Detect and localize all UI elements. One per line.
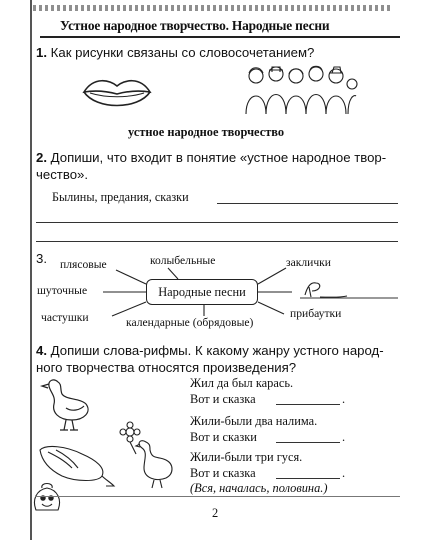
- question-3-number: 3.: [36, 251, 47, 266]
- poem-1-line-2: Вот и сказка: [190, 392, 256, 406]
- hint-words: (Вся, началась, половина.): [190, 481, 328, 495]
- page-number: 2: [212, 506, 219, 520]
- genre-kolybelnye: колыбельные: [150, 254, 216, 267]
- answer-prefilled: Былины, предания, сказки: [52, 190, 189, 204]
- phrase-label: устное народное творчество: [128, 125, 285, 139]
- poem-3-line-1: Жили-были три гуся.: [190, 450, 303, 464]
- footer-rule: [35, 496, 400, 497]
- rhyme-line-2[interactable]: [276, 442, 340, 443]
- poem-2-line-1: Жили-были два налима.: [190, 414, 318, 428]
- goose-flower-icon: [116, 420, 176, 490]
- question-2-text-2: чество».: [36, 167, 89, 182]
- genre-kalendarnye: календарные (обрядовые): [126, 316, 254, 329]
- concept-center-box: Народные песни: [146, 279, 258, 305]
- handwritten-answer: [305, 283, 347, 297]
- question-1-number: 1.: [36, 45, 47, 60]
- poem-3-line-2: Вот и сказка: [190, 466, 256, 480]
- question-2-number: 2.: [36, 150, 47, 165]
- genre-plyasovye: плясовые: [60, 258, 107, 271]
- poem-2-line-2: Вот и сказки: [190, 430, 257, 444]
- poem-1-line-1: Жил да был карась.: [190, 376, 294, 390]
- rhyme-line-3[interactable]: [276, 478, 340, 479]
- genre-zaklichki: заклички: [286, 256, 332, 269]
- genre-chastushki: частушки: [41, 311, 89, 324]
- page-title: Устное народное творчество. Народные песни: [60, 18, 330, 33]
- question-2-text-1: Допиши, что входит в понятие «устное народное твор-: [50, 150, 387, 165]
- period-3: .: [342, 466, 346, 480]
- question-1-text: Как рисунки связаны со словосочетанием?: [50, 45, 315, 60]
- rhyme-line-1[interactable]: [276, 404, 340, 405]
- bag-logo-icon: [30, 480, 64, 514]
- genre-shutochnye: шуточные: [37, 284, 88, 297]
- question-4-line1: [36, 343, 384, 358]
- period-1: .: [342, 392, 346, 406]
- question-4-number: 4.: [36, 343, 47, 358]
- question-4-text-2: ного творчества относятся произведения?: [36, 360, 297, 375]
- question-4-text-1: Допиши слова-рифмы. К какому жанру устного народ-: [50, 343, 384, 358]
- genre-pribautki: прибаутки: [290, 307, 342, 320]
- goose-icon: [36, 376, 96, 434]
- period-2: .: [342, 430, 346, 444]
